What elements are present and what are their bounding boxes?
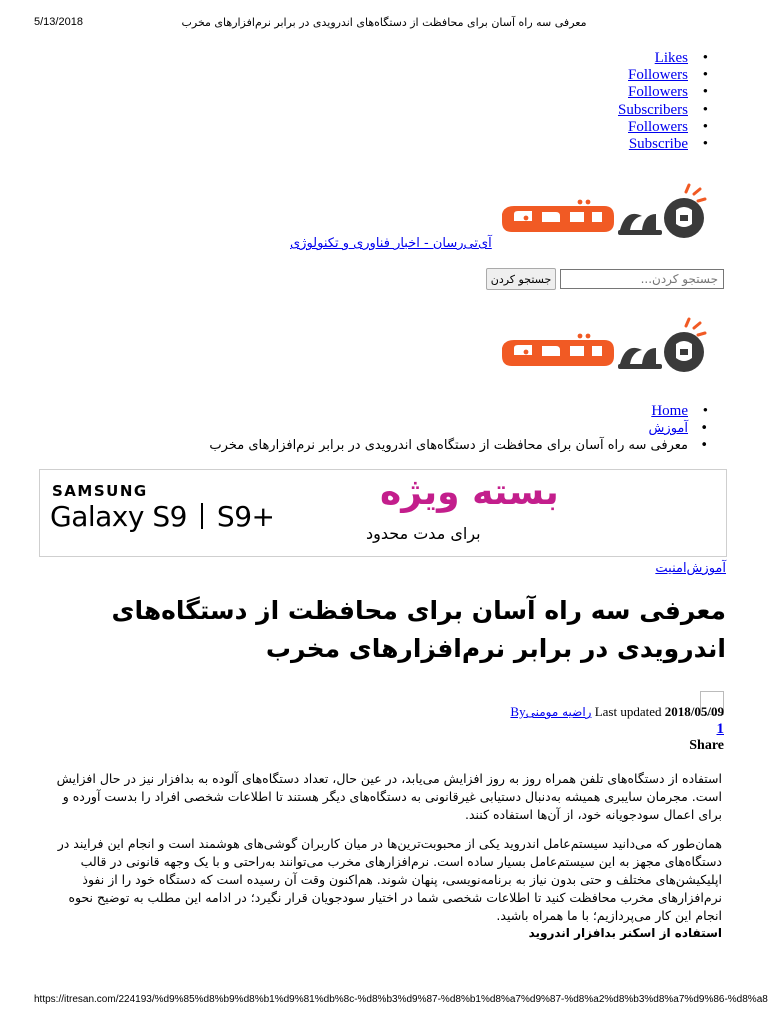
by-label[interactable]: By (510, 704, 526, 719)
print-footer-url: https://itresan.com/224193/%d9%85%d8%b9%d8%b1%d9%81%db%8c-%d8%b3%d9%87-%d8%b1%d8%a7%d9%87-%d8%a2%d8%b3%d8%a7%d9%86-%d8%a8 (34, 994, 768, 1005)
social-link-followers[interactable] (618, 67, 708, 84)
breadcrumb (209, 403, 708, 454)
ad-brand: SAMSUNG (52, 482, 148, 500)
social-link-label[interactable]: Subscribe (628, 135, 688, 152)
ad-promo-subtext: برای مدت محدود (366, 524, 481, 543)
itresan-logo-icon (500, 180, 714, 244)
article-paragraph-1: استفاده از دستگاه‌های تلفن همراه روز به روز افزایش می‌یابد، در عین حال، تعداد دستگاه‌های آلوده به بدافزار نیز در حال افزایش است. مجرمان سایبری همیشه به‌دنبال دستیابی غیرقانونی به دستگاه‌های دیگر هستند تا اطلاعات شخصی افراد را بدست آورده و برای اعمال سودجویانه خود، از آن‌ها استفاده کنند. (56, 771, 722, 822)
share-label: Share (689, 738, 724, 753)
ad-model-line (50, 500, 274, 533)
site-logo[interactable] (500, 180, 714, 244)
breadcrumb-item-current (209, 437, 708, 454)
share-count[interactable]: 1 (716, 721, 724, 737)
article-subheading: استفاده از اسکنر بدافزار اندروید (528, 926, 722, 940)
breadcrumb-home-link[interactable]: Home (651, 403, 688, 419)
article-byline (510, 704, 724, 720)
search-input[interactable] (560, 269, 724, 289)
social-link-label[interactable]: Followers (628, 84, 688, 101)
last-updated-label: Last updated (594, 704, 662, 719)
article-paragraph-2: همان‌طور که می‌دانید سیستم‌عامل اندروید یکی از محبوبت‌ترین‌ها در میان کاربران گوشی‌های هوشمند است و انجام این فرایند در دستگاه‌های مجهز به این سیستم‌عامل بسیار ساده است. نرم‌افزارهای مخرب می‌توانند به‌راحتی و با یک وجهه قانونی در قالب اپلیکیشن‌های مختلف و حتی بدون نیاز به برنامه‌نویسی، پنهان شوند. هم‌اکنون وقت آن رسیده است که دستگاه خود را از نفوذ نرم‌افزارهای مخرب محافظت کنید تا اطلاعات شخصی شما در اختیار سودجویان قرار نگیرد؛ در ادامه این مطلب به توضیح نحوه انجام این کار می‌پردازیم؛ با ما همراه باشید. (57, 836, 722, 923)
ad-banner[interactable] (39, 469, 727, 557)
breadcrumb-item-home[interactable] (209, 403, 708, 420)
breadcrumb-tutorial-link[interactable]: آموزش (648, 421, 688, 436)
ad-divider (201, 503, 203, 529)
search-button[interactable]: جستجو کردن (486, 268, 556, 290)
social-link-subscribe[interactable] (618, 136, 708, 153)
article-date: 2018/05/09 (664, 704, 724, 719)
social-link-label[interactable]: Subscribers (618, 101, 688, 118)
article-category-link[interactable]: آموزش‌امنیت (655, 561, 726, 576)
ad-model-a: Galaxy S9 (50, 500, 187, 533)
social-link-label[interactable]: Followers (628, 118, 688, 135)
print-date: 5/13/2018 (34, 16, 83, 28)
social-link-label[interactable]: Likes (654, 50, 688, 66)
ad-promo-heading: بسته ویژه (380, 472, 559, 513)
site-title-link[interactable]: آی‌تی‌رسان - اخبار فناوری و تکنولوژی (290, 236, 492, 251)
author-link[interactable]: راضیه مومنی (525, 705, 592, 719)
social-link-label[interactable]: Followers (628, 67, 688, 84)
social-links-list (618, 50, 708, 153)
breadcrumb-item-tutorial[interactable] (209, 420, 708, 437)
article-title: معرفی سه راه آسان برای محافظت از دستگاه‌های اندرویدی در برابر نرم‌افزارهای مخرب (111, 596, 726, 663)
social-link-followers[interactable] (618, 84, 708, 101)
site-logo-secondary[interactable] (500, 314, 714, 378)
social-link-likes[interactable] (618, 50, 708, 67)
social-link-followers[interactable] (618, 119, 708, 136)
print-page-title: معرفی سه راه آسان برای محافظت از دستگاه‌های اندرویدی در برابر نرم‌افزارهای مخرب (181, 16, 587, 29)
social-link-subscribers[interactable] (618, 102, 708, 119)
breadcrumb-current-label: معرفی سه راه آسان برای محافظت از دستگاه‌های اندرویدی در برابر نرم‌افزارهای مخرب (209, 438, 688, 453)
itresan-logo-icon (500, 314, 714, 378)
ad-model-b: S9+ (216, 500, 275, 533)
